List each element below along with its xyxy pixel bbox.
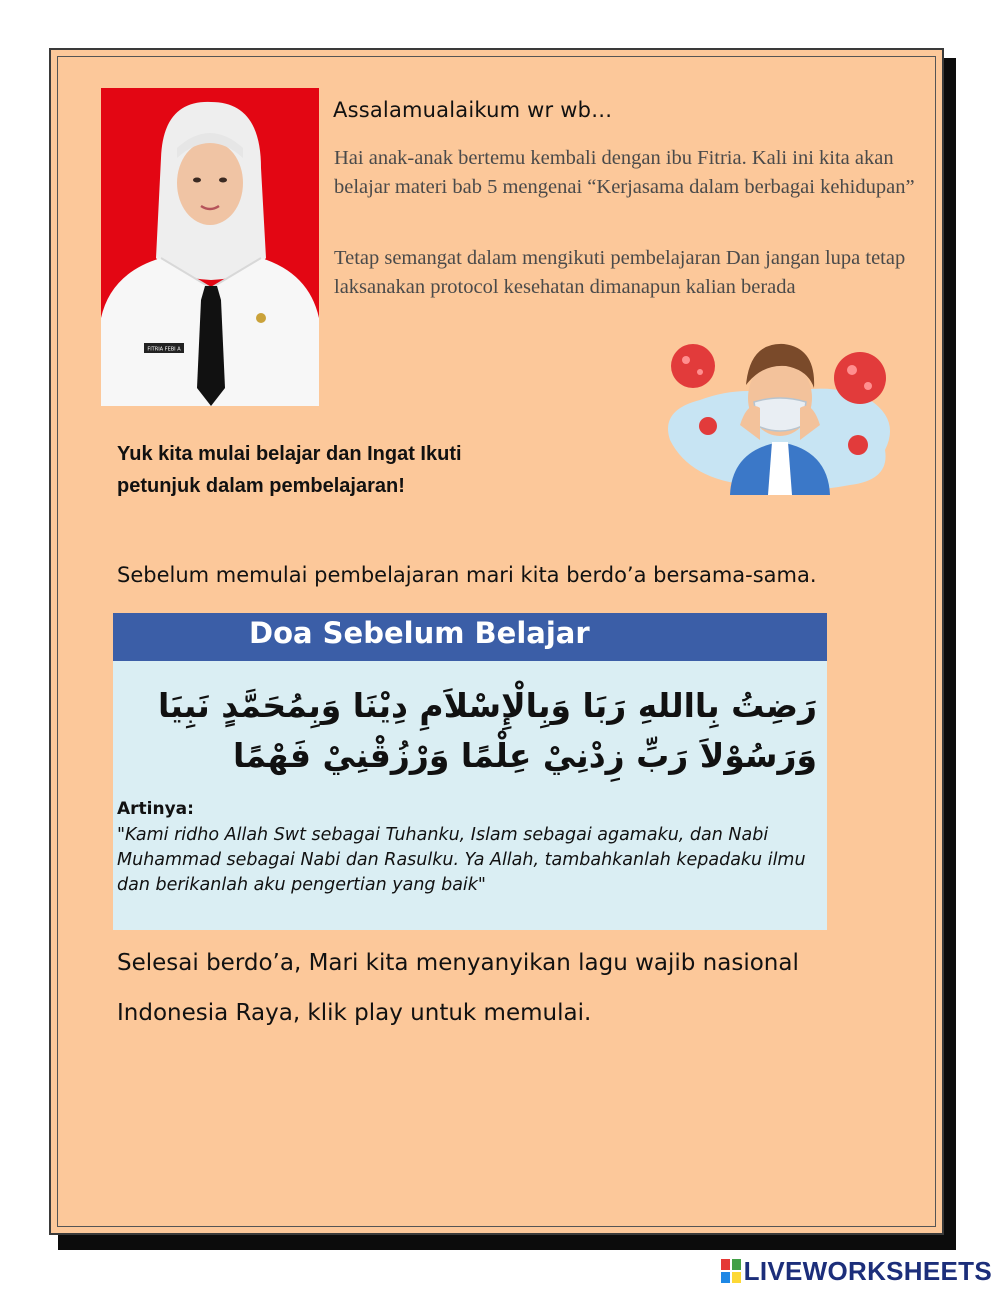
name-tag-text: FITRIA FEBI A — [147, 346, 181, 353]
instruction-heading — [117, 438, 557, 502]
mask-virus-illustration — [660, 330, 900, 495]
instruction-line-1: Yuk kita mulai belajar dan Ingat Ikuti — [117, 443, 462, 465]
liveworksheets-brand[interactable] — [721, 1256, 992, 1286]
brand-name: LIVEWORKSHEETS — [743, 1255, 992, 1286]
pray-intro-text: Sebelum memulai pembelajaran mari kita berdo’a bersama-sama. — [117, 563, 817, 587]
intro-paragraph-2: Tetap semangat dalam mengikuti pembelajaran Dan jangan lupa tetap laksanakan protocol kesehatan dimanapun kalian berada — [334, 247, 906, 298]
closing-line-1: Selesai berdo’a, Mari kita menyanyikan lagu wajib nasional — [117, 950, 799, 976]
doa-arabic-line-1: رَضِتُ بِااللهِ رَبَا وَبِالْإِسْلاَمِ دِيْنَا وَبِمُحَمَّدٍ نَبِيَا — [158, 686, 817, 725]
doa-title: Doa Sebelum Belajar — [113, 613, 827, 661]
doa-meaning-text: "Kami ridho Allah Swt sebagai Tuhanku, Islam sebagai agamaku, dan Nabi Muhammad sebagai Nabi dan Rasulku. Ya Allah, tambahkanlah kepadaku ilmu dan berikanlah aku pengertian yang baik" — [117, 825, 806, 895]
teacher-photo — [101, 88, 319, 406]
closing-line-2: Indonesia Raya, klik play untuk memulai. — [117, 1000, 592, 1026]
doa-card — [113, 613, 827, 930]
greeting: Assalamualaikum wr wb… — [333, 98, 613, 122]
intro-paragraph-1: Hai anak-anak bertemu kembali dengan ibu Fitria. Kali ini kita akan belajar materi bab 5 mengenai “Kerjasama dalam berbagai kehidupan” — [334, 147, 915, 198]
doa-arabic-line-2: وَرَسُوْلاَ رَبِّ زِدْنِيْ عِلْمًا وَرْزُقْنِيْ فَهْمًا — [233, 736, 817, 775]
liveworksheets-logo-icon — [721, 1259, 741, 1283]
instruction-line-2: petunjuk dalam pembelajaran! — [117, 475, 405, 497]
doa-meaning-label: Artinya: — [117, 799, 194, 819]
